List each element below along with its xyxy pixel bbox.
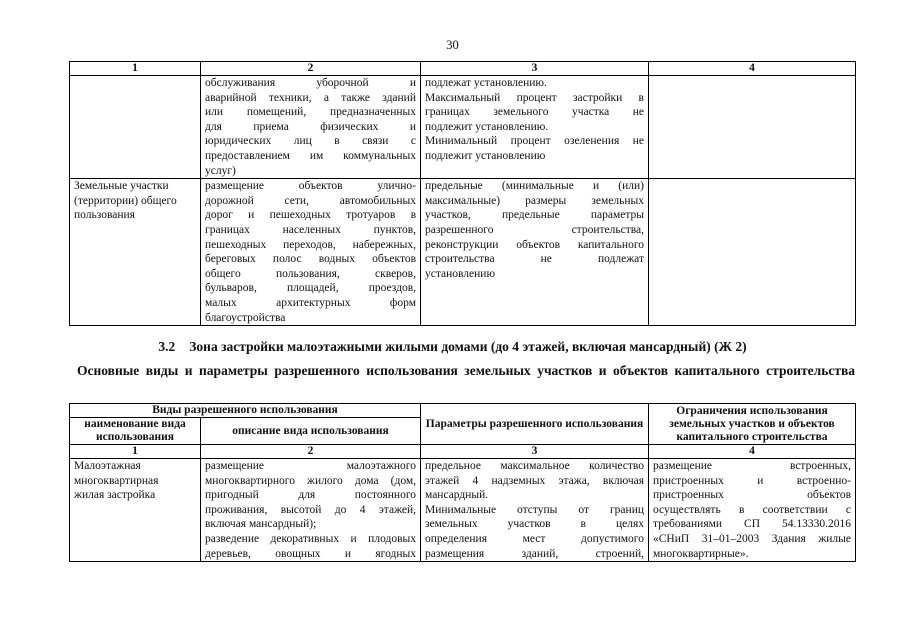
text-line: максимальные) размеры земельных xyxy=(425,194,644,207)
row1-use-name xyxy=(70,76,201,179)
text-line: Минимальные отступы от границ xyxy=(425,503,644,516)
col-number-1: 1 xyxy=(70,62,201,76)
row2-parameters xyxy=(421,179,649,326)
text-line: бульваров, площадей, проездов, xyxy=(205,282,416,295)
text-line: размещение объектов улично- xyxy=(205,180,416,193)
text-line: предоставлением им коммунальных xyxy=(205,149,416,162)
text-line: реконструкции объектов капитального xyxy=(425,238,644,251)
text-line: Земельные участки xyxy=(74,180,169,193)
col-number-4: 4 xyxy=(649,445,856,459)
text-line: этажей 4 надземных этажа, включая xyxy=(425,474,644,487)
text-line: подлежит установлению. xyxy=(425,120,549,133)
text-line: береговых полос водных объектов xyxy=(205,253,416,266)
col-number-1: 1 xyxy=(70,445,201,459)
header-parameters: Параметры разрешенного использования xyxy=(421,404,649,445)
text-line: участков, предельные параметры xyxy=(425,209,644,222)
col-number-2: 2 xyxy=(201,62,421,76)
text-line: установлению xyxy=(425,267,496,280)
text-line: услуг) xyxy=(205,164,236,177)
text-line: проживания, высотой до 4 этажей, xyxy=(205,503,416,516)
row-parameters xyxy=(421,459,649,562)
text-line: размещение встроенных, xyxy=(653,460,851,472)
row-use-description xyxy=(201,459,421,562)
text-line: пристроенных объектов xyxy=(653,489,851,502)
header-use-types: Виды разрешенного использования xyxy=(70,404,421,418)
text-line: «СНиП 31–01–2003 Здания жилые xyxy=(653,532,851,545)
text-line: пристроенных и встроенно- xyxy=(653,474,851,487)
text-line: (территории) общего xyxy=(74,194,177,207)
row-use-name xyxy=(70,459,201,562)
text-line: земельных участков в целях xyxy=(425,518,644,531)
header-row-group xyxy=(70,404,856,418)
text-line: осуществлять в соответствии с xyxy=(653,503,851,516)
text-line: многоквартирные». xyxy=(653,547,749,560)
text-line: Малоэтажная xyxy=(74,460,141,472)
text-line: разведение декоративных и плодовых xyxy=(205,532,416,545)
text-line: предельные (минимальные и (или) xyxy=(425,180,644,193)
zone-zh2-table xyxy=(69,403,856,562)
text-line: многоквартирного жилого дома (дом, xyxy=(205,474,416,487)
row2-use-description xyxy=(201,179,421,326)
section-number: 3.2 xyxy=(158,339,176,354)
section-heading xyxy=(0,339,905,355)
row1-use-description xyxy=(201,76,421,179)
text-line: предельное максимальное количество xyxy=(425,460,644,472)
text-line: размещение малоэтажного xyxy=(205,460,416,472)
text-line: общего пользования, скверов, xyxy=(205,267,416,280)
text-line: Максимальный процент застройки в xyxy=(425,91,644,104)
col-number-3: 3 xyxy=(421,62,649,76)
text-line: пригодный для постоянного xyxy=(205,489,416,502)
text-line: пешеходных переходов, набережных, xyxy=(205,238,416,251)
table-row xyxy=(70,459,856,562)
header-use-description: описание вида использования xyxy=(201,418,421,445)
text-line: определения мест допустимого xyxy=(425,532,644,545)
column-number-row xyxy=(70,445,856,459)
text-line: жилая застройка xyxy=(74,489,156,502)
table-row xyxy=(70,179,856,326)
header-use-name: наименование вида использования xyxy=(70,418,201,445)
text-line: границах земельного участка не xyxy=(425,106,644,119)
zone-table-continuation xyxy=(69,61,856,326)
column-number-row xyxy=(70,62,856,76)
text-line: включая мансардный); xyxy=(205,518,317,531)
text-line: подлежит установлению xyxy=(425,149,546,162)
row1-parameters xyxy=(421,76,649,179)
text-line: размещения зданий, строений, xyxy=(425,547,644,560)
text-line: Минимальный процент озеленения не xyxy=(425,135,644,148)
text-line: дорожной сети, автомобильных xyxy=(205,194,416,207)
text-line: мансардный. xyxy=(425,489,489,502)
text-line: для приема физических и xyxy=(205,120,416,133)
row-limits xyxy=(649,459,856,562)
col-number-4: 4 xyxy=(649,62,856,76)
text-line: деревьев, овощных и ягодных xyxy=(205,547,416,560)
text-line: или помещений, предназначенных xyxy=(205,106,416,119)
text-line: подлежат установлению. xyxy=(425,77,547,89)
header-limits: Ограничения использования земельных участков и объектов капитального строительства xyxy=(649,404,856,445)
text-line: благоустройства xyxy=(205,311,286,324)
section-subtitle: Основные виды и параметры разрешенного использования земельных участков и объектов капитального строительства xyxy=(77,363,855,378)
col-number-2: 2 xyxy=(201,445,421,459)
row2-limits xyxy=(649,179,856,326)
page-number: 30 xyxy=(446,38,459,52)
text-line: границах населенных пунктов, xyxy=(205,223,416,236)
text-line: юридических лиц в связи с xyxy=(205,135,416,148)
text-line: многоквартирная xyxy=(74,474,159,487)
text-line: пользования xyxy=(74,209,135,222)
text-line: дорог и пешеходных тротуаров в xyxy=(205,209,416,222)
text-line: разрешенного строительства, xyxy=(425,223,644,236)
text-line: обслуживания уборочной и xyxy=(205,77,416,89)
section-title: Зона застройки малоэтажными жилыми домами (до 4 этажей, включая мансардный) (Ж 2) xyxy=(189,339,747,354)
table-row xyxy=(70,76,856,179)
text-line: строительства не подлежат xyxy=(425,253,644,266)
text-line: аварийной техники, а также зданий xyxy=(205,91,416,104)
text-line: требованиями СП 54.13330.2016 xyxy=(653,518,851,531)
text-line: малых архитектурных форм xyxy=(205,296,416,309)
row1-limits xyxy=(649,76,856,179)
row2-use-name xyxy=(70,179,201,326)
col-number-3: 3 xyxy=(421,445,649,459)
